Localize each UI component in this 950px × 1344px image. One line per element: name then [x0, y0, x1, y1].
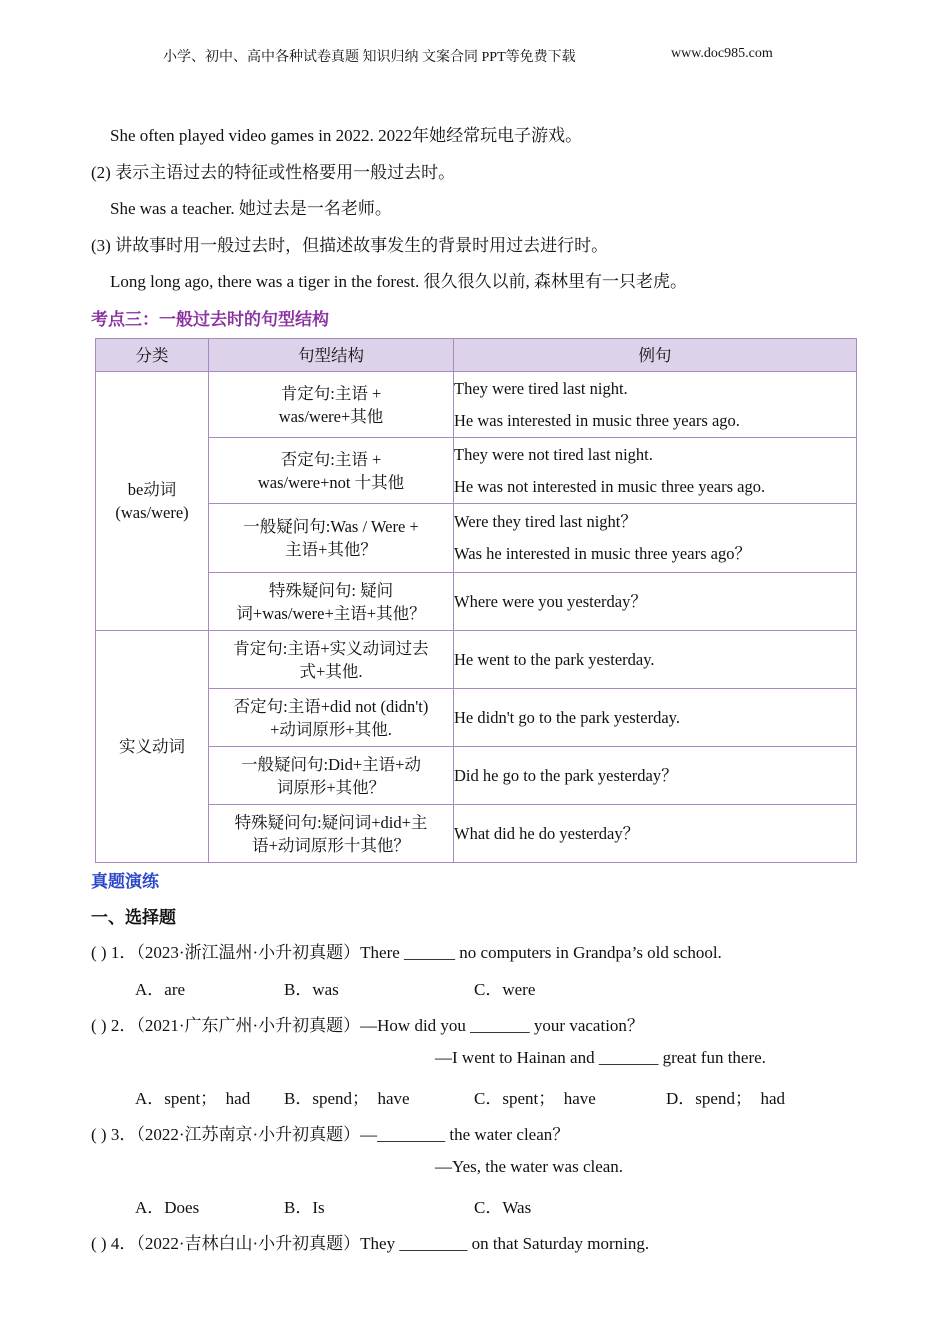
- table-header-row: [96, 339, 857, 372]
- intro-example-line: She often played video games in 2022. 2022年她经常玩电子游戏。: [110, 126, 583, 145]
- question-stem: ( ) 1．（2023·浙江温州·小升初真题）There ______ no computers in Grandpa’s old school.: [91, 943, 722, 962]
- practice-title: 真题演练: [91, 872, 159, 891]
- example-sentence: Was he interested in music three years ago？: [454, 544, 751, 563]
- table-row: [96, 438, 857, 504]
- example-sentence: He was interested in music three years ago.: [454, 410, 740, 430]
- choice-section-title: 一、选择题: [91, 908, 176, 927]
- option-b: B．Is: [284, 1198, 325, 1217]
- question-stem: ( ) 4．（2022·吉林白山·小升初真题）They ________ on that Saturday morning.: [91, 1234, 650, 1253]
- option-a: A．spent； had: [135, 1089, 251, 1108]
- header-banner-text: 小学、初中、高中各种试卷真题 知识归纳 文案合同 PPT等免费下载: [163, 50, 576, 65]
- option-b: B．was: [284, 980, 339, 999]
- intro-example-line: Long long ago, there was a tiger in the forest. 很久很久以前, 森林里有一只老虎。: [110, 272, 687, 291]
- intro-rule-2: (2) 表示主语过去的特征或性格要用一般过去时。: [91, 163, 456, 182]
- option-b: B．spend； have: [284, 1089, 410, 1108]
- question-continuation: —Yes, the water was clean.: [435, 1157, 624, 1176]
- table-header-cell: 分类: [96, 339, 209, 372]
- table-row: [96, 573, 857, 631]
- structure-cell: 否定句:主语+did not (didn't) +动词原形+其他.: [209, 689, 454, 747]
- structure-cell: 一般疑问句:Did+主语+动 词原形+其他？: [209, 747, 454, 805]
- option-a: A．Does: [135, 1198, 200, 1217]
- grammar-table: [95, 338, 857, 863]
- example-cell: [454, 438, 857, 504]
- option-d: D．spend； had: [666, 1089, 785, 1108]
- example-cell: [454, 504, 857, 573]
- category-cell: be动词 (was/were): [96, 372, 209, 631]
- table-row: [96, 504, 857, 573]
- structure-cell: 一般疑问句:Was / Were + 主语+其他？: [209, 504, 454, 573]
- example-cell: He didn't go to the park yesterday.: [454, 689, 857, 747]
- intro-example-line: She was a teacher. 她过去是一名老师。: [110, 199, 392, 218]
- structure-cell: 肯定句:主语+实义动词过去 式+其他.: [209, 631, 454, 689]
- table-header-cell: 例句: [454, 339, 857, 372]
- question-stem: ( ) 2．（2021·广东广州·小升初真题）—How did you _______ your vacation？: [91, 1016, 644, 1035]
- question-continuation: —I went to Hainan and _______ great fun there.: [435, 1048, 766, 1067]
- table-row: [96, 747, 857, 805]
- question-stem: ( ) 3．（2022·江苏南京·小升初真题）—________ the water clean？: [91, 1125, 570, 1144]
- structure-cell: 否定句:主语 + was/were+not 十其他: [209, 438, 454, 504]
- header-url: www.doc985.com: [671, 46, 773, 61]
- example-cell: What did he do yesterday？: [454, 805, 857, 863]
- table-row: [96, 805, 857, 863]
- table-header-cell: 句型结构: [209, 339, 454, 372]
- option-c: C．spent； have: [474, 1089, 596, 1108]
- structure-cell: 特殊疑问句: 疑问 词+was/were+主语+其他？: [209, 573, 454, 631]
- category-cell: 实义动词: [96, 631, 209, 863]
- example-cell: He went to the park yesterday.: [454, 631, 857, 689]
- example-cell: [454, 372, 857, 438]
- example-sentence: Were they tired last night？: [454, 512, 637, 531]
- table-row: [96, 689, 857, 747]
- table-row: [96, 631, 857, 689]
- example-cell: Where were you yesterday？: [454, 573, 857, 631]
- option-c: C．were: [474, 980, 536, 999]
- option-c: C．Was: [474, 1198, 532, 1217]
- structure-cell: 特殊疑问句:疑问词+did+主 语+动词原形十其他？: [209, 805, 454, 863]
- intro-rule-3: (3) 讲故事时用一般过去时，但描述故事发生的背景时用过去进行时。: [91, 236, 609, 255]
- example-sentence: They were tired last night.: [454, 378, 628, 398]
- example-cell: Did he go to the park yesterday？: [454, 747, 857, 805]
- example-sentence: He was not interested in music three years ago.: [454, 476, 766, 496]
- structure-cell: 肯定句:主语 + was/were+其他: [209, 372, 454, 438]
- section-title: 考点三：一般过去时的句型结构: [91, 310, 329, 329]
- option-a: A．are: [135, 980, 186, 999]
- example-sentence: They were not tired last night.: [454, 444, 653, 464]
- table-row: [96, 372, 857, 438]
